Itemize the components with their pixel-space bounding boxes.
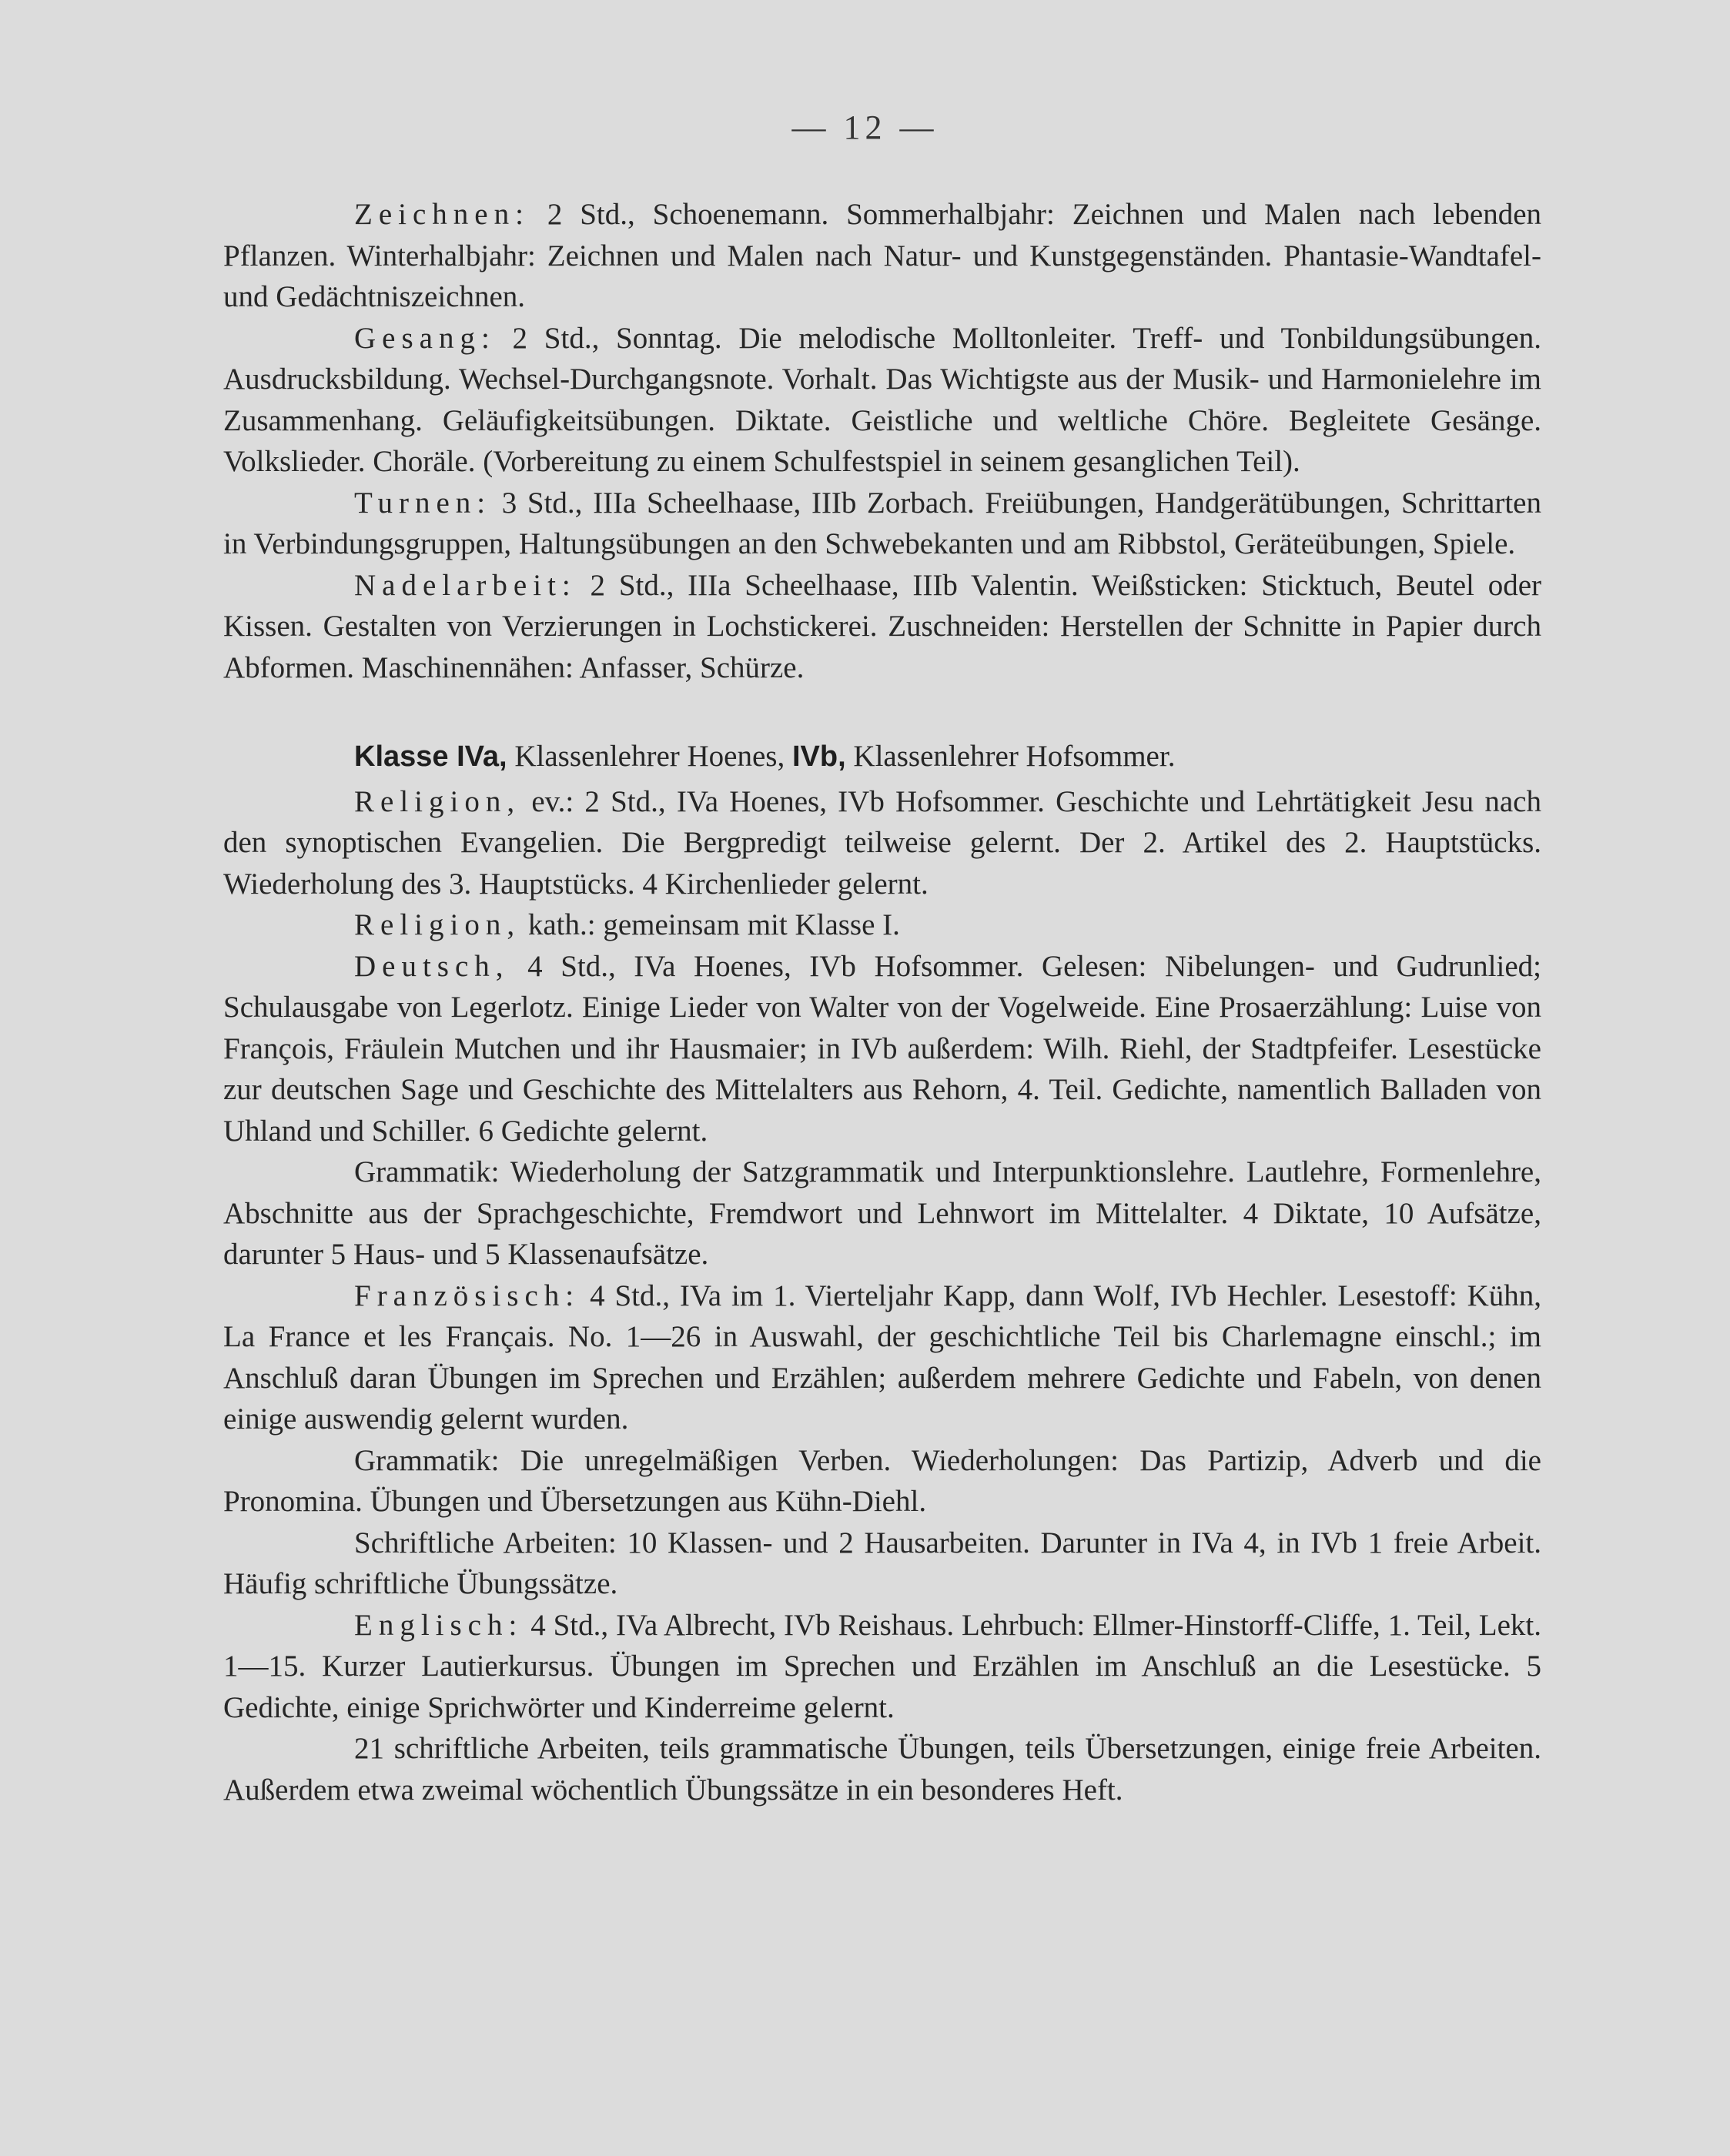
class-name-a: Klasse IVa, xyxy=(354,740,507,773)
paragraph-zeichnen xyxy=(223,194,1541,318)
subject-lead-englisch: Englisch: xyxy=(354,1608,524,1642)
subject-lead-turnen: Turnen: xyxy=(354,486,492,520)
paragraph-religion-kath xyxy=(223,904,1541,946)
paragraph-franz-schriftlich xyxy=(223,1523,1541,1605)
subject-lead-deutsch: Deutsch, xyxy=(354,949,510,983)
subject-text-englisch: 4 Std., IVa Albrecht, IVb Reishaus. Lehrbuch: Ellmer-Hinstorff-Cliffe, 1. Teil, Lekt. 1—15. Kurzer Lautierkursus. Übungen im Sprechen und Erzählen im Anschluß an die Lesestücke. 5 Gedichte, einige Sprichwörter und Kinderreime gelernt. xyxy=(223,1608,1541,1724)
class-teacher-b: Klassenlehrer Hofsommer. xyxy=(845,740,1176,773)
subject-lead-religion-ev: Religion, xyxy=(354,784,521,818)
paragraph-deutsch xyxy=(223,946,1541,1152)
class-heading xyxy=(223,736,1541,778)
paragraph-franzoesisch xyxy=(223,1275,1541,1440)
subject-lead-gesang: Gesang: xyxy=(354,321,496,355)
subject-lead-nadelarbeit: Nadelarbeit: xyxy=(354,568,577,602)
paragraph-franz-grammatik xyxy=(223,1440,1541,1523)
subject-text-gesang: 2 Std., Sonntag. Die melodische Molltonleiter. Treff- und Tonbildungsübungen. Ausdrucksbildung. Wechsel-Durchgangsnote. Vorhalt. Das Wichtigste aus der Musik- und Harmonielehre im Zusammenhang. Geläufigkeitsübungen. Diktate. Geistliche und weltliche Chöre. Begleitete Gesänge. Volkslieder. Choräle. (Vorbereitung zu einem Schulfestspiel in seinem gesanglichen Teil). xyxy=(223,321,1541,478)
paragraph-englisch xyxy=(223,1605,1541,1729)
subject-text-franz-schriftlich: Schriftliche Arbeiten: 10 Klassen- und 2 Hausarbeiten. Darunter in IVa 4, in IVb 1 freie Arbeit. Häufig schriftliche Übungssätze. xyxy=(223,1526,1541,1600)
subject-text-englisch-schriftlich: 21 schriftliche Arbeiten, teils grammatische Übungen, teils Übersetzungen, einige freie Arbeiten. Außerdem etwa zweimal wöchentlich Übungssätze in ein besonderes Heft. xyxy=(223,1732,1541,1807)
class-teacher-a: Klassenlehrer Hoenes, xyxy=(507,740,792,773)
paragraph-deutsch-grammatik xyxy=(223,1152,1541,1275)
class-name-b: IVb, xyxy=(791,740,846,773)
page-number: — 12 — xyxy=(791,109,939,146)
subject-lead-religion-kath: Religion, xyxy=(354,908,521,941)
page-body xyxy=(223,194,1541,1810)
paragraph-gesang xyxy=(223,318,1541,483)
subject-text-franzoesisch: 4 Std., IVa im 1. Vierteljahr Kapp, dann Wolf, IVb Hechler. Lesestoff: Kühn, La France et les Français. No. 1—26 in Auswahl, der geschichtliche Teil bis Charlemagne einschl.; im Anschluß daran Übungen im Sprechen und Erzählen; außerdem mehrere Gedichte und Fabeln, von denen einige auswendig gelernt wurden. xyxy=(223,1279,1541,1436)
paragraph-religion-ev xyxy=(223,781,1541,905)
subject-text-religion-kath: kath.: gemeinsam mit Klasse I. xyxy=(520,908,900,941)
subject-lead-franzoesisch: Französisch: xyxy=(354,1279,581,1312)
subject-text-zeichnen: 2 Std., Schoenemann. Sommerhalbjahr: Zeichnen und Malen nach lebenden Pflanzen. Winterhalbjahr: Zeichnen und Malen nach Natur- und Kunstgegenständen. Phantasie-Wandtafel- und Gedächtniszeichnen. xyxy=(223,198,1541,313)
paragraph-englisch-schriftlich xyxy=(223,1728,1541,1810)
subject-text-turnen: 3 Std., IIIa Scheelhaase, IIIb Zorbach. Freiübungen, Handgerätübungen, Schrittarten in Verbindungsgruppen, Haltungsübungen an den Schwebekanten und am Ribbstol, Geräteübungen, Spiele. xyxy=(223,486,1541,560)
paragraph-nadelarbeit xyxy=(223,565,1541,689)
subject-text-religion-ev: ev.: 2 Std., IVa Hoenes, IVb Hofsommer. Geschichte und Lehrtätigkeit Jesu nach den synoptischen Evangelien. Die Bergpredigt teilweise gelernt. Der 2. Artikel des 2. Hauptstücks. Wiederholung des 3. Hauptstücks. 4 Kirchenlieder gelernt. xyxy=(223,784,1541,901)
subject-text-deutsch: 4 Std., IVa Hoenes, IVb Hofsommer. Gelesen: Nibelungen- und Gudrunlied; Schulausgabe von Legerlotz. Einige Lieder von Walter von der Vogelweide. Eine Prosaerzählung: Luise von François, Fräulein Mutchen und ihr Hausmaier; in IVb außerdem: Wilh. Riehl, der Stadtpfeifer. Lesestücke zur deutschen Sage und Geschichte des Mittelalters aus Rehorn, 4. Teil. Gedichte, namentlich Balladen von Uhland und Schiller. 6 Gedichte gelernt. xyxy=(223,949,1541,1148)
subject-text-deutsch-grammatik: Grammatik: Wiederholung der Satzgrammatik und Interpunktionslehre. Lautlehre, Formenlehre, Abschnitte aus der Sprachgeschichte, Fremdwort und Lehnwort im Mittelalter. 4 Diktate, 10 Aufsätze, darunter 5 Haus- und 5 Klassenaufsätze. xyxy=(223,1155,1541,1271)
subject-lead-zeichnen: Zeichnen: xyxy=(354,198,530,231)
subject-text-franz-grammatik: Grammatik: Die unregelmäßigen Verben. Wiederholungen: Das Partizip, Adverb und die Pronomina. Übungen und Übersetzungen aus Kühn-Diehl. xyxy=(223,1443,1541,1518)
subject-text-nadelarbeit: 2 Std., IIIa Scheelhaase, IIIb Valentin. Weißsticken: Sticktuch, Beutel oder Kissen. Gestalten von Verzierungen in Lochstickerei. Zuschneiden: Herstellen der Schnitte in Papier durch Abformen. Maschinennähen: Anfasser, Schürze. xyxy=(223,568,1541,684)
paragraph-turnen xyxy=(223,483,1541,565)
